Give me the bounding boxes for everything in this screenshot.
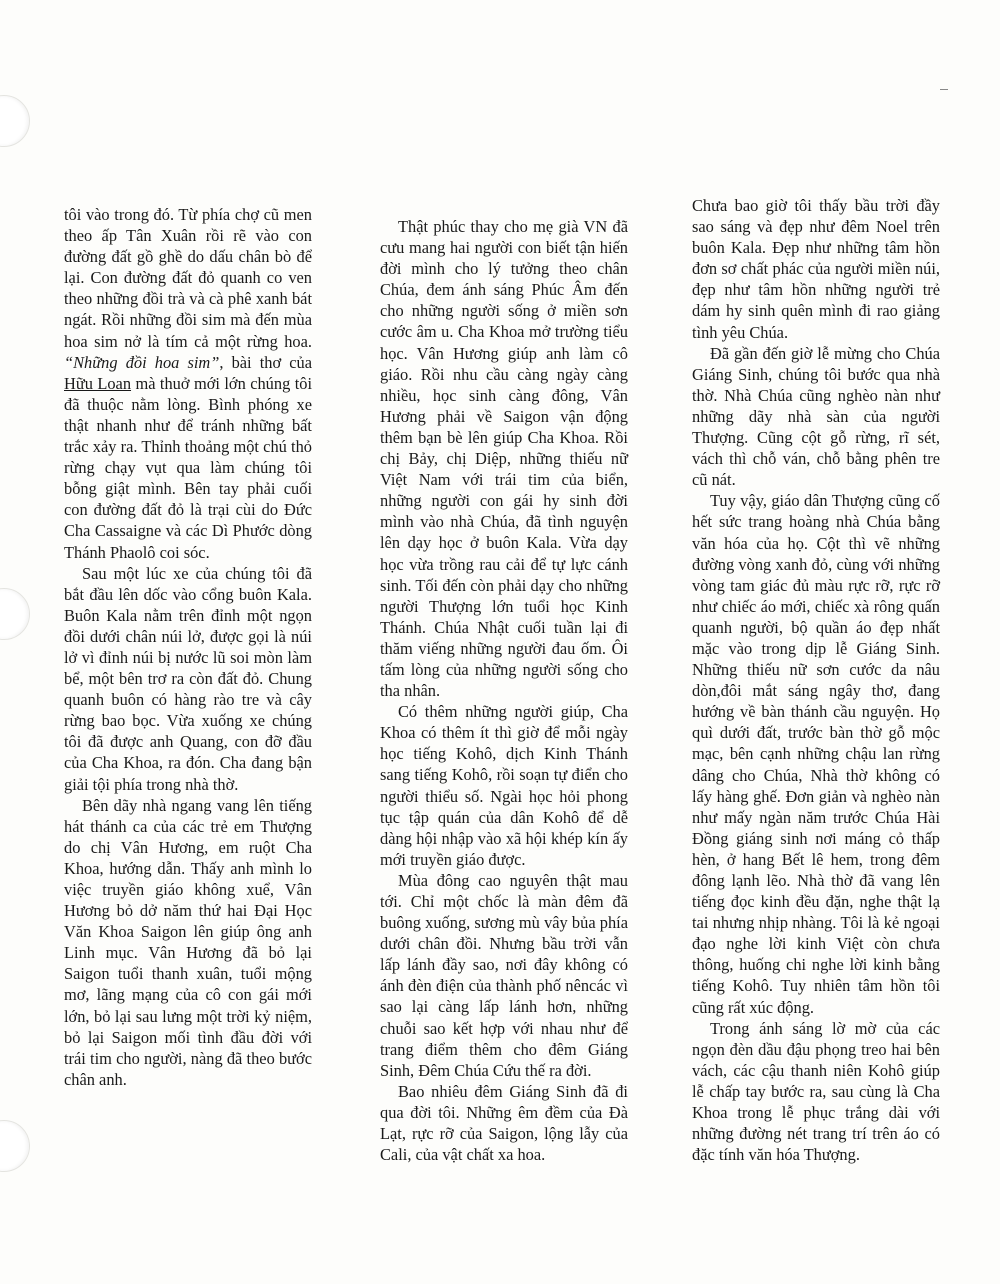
poem-title: “Những đồi hoa sim” — [64, 352, 220, 372]
paragraph — [692, 343, 940, 491]
paragraph — [64, 563, 312, 795]
punch-hole-bottom — [0, 1120, 30, 1172]
paragraph-text: Bao nhiêu đêm Giáng Sinh đã đi qua đời tôi. Những êm đềm của Đà Lạt, rực rỡ của Saigon, lộng lẫy của Cali, của vật chất xa hoa. — [380, 1081, 628, 1165]
article-column-3 — [692, 195, 940, 1165]
paragraph-text: Sau một lúc xe của chúng tôi đã bắt đầu lên dốc vào cổng buôn Kala. Buôn Kala nằm trên đỉnh một ngọn đồi dưới chân núi lở, được gọi là núi lở vì đỉnh núi bị nước lũ soi mòn làm bể, một bên trơ ra còn đất đỏ. Chung quanh buôn có hàng rào tre và cây rừng bao bọc. Vừa xuống xe chúng tôi đã được anh Quang, con đỡ đầu của Cha Khoa, ra đón. Cha đang bận giải tội phía trong nhà thờ. — [64, 563, 312, 794]
paragraph — [64, 795, 312, 1090]
punch-hole-middle — [0, 588, 30, 640]
paragraph-text: Chưa bao giờ tôi thấy bầu trời đầy sao sáng và đẹp như đêm Noel trên buôn Kala. Đẹp như những tâm hồn đơn sơ chất phác của người miền núi, đẹp như tâm hồn những người trẻ dám hy sinh quên mình đi rao giảng tình yêu Chúa. — [692, 196, 940, 342]
paragraph — [380, 701, 628, 870]
paragraph-text: Trong ánh sáng lờ mờ của các ngọn đèn dầu đậu phọng treo hai bên vách, các cậu thanh niên Kohô giúp lễ chấp tay bước ra, sau cùng là Cha Khoa trong lễ phục trắng dài với những đường nét trang trí trên áo có đặc tính văn hóa Thượng. — [692, 1018, 940, 1165]
poet-name: Hữu Loan — [64, 373, 132, 393]
paragraph — [64, 204, 312, 563]
article-column-1 — [64, 204, 312, 1090]
paragraph — [692, 1018, 940, 1166]
paragraph — [380, 1081, 628, 1165]
paragraph — [692, 490, 940, 1017]
paragraph-text: , bài thơ của — [219, 352, 312, 372]
paragraph-text: Bên dãy nhà ngang vang lên tiếng hát thánh ca của các trẻ em Thượng do chị Vân Hương, em ruột Cha Khoa, hướng dẫn. Thấy anh mình lo việc truyền giáo không xuể, Vân Hương bỏ dở năm thứ hai Đại Học Văn Khoa Saigon lên giúp ông anh Linh mục. Vân Hương đã bỏ lại Saigon tuổi thanh xuân, tuổi mộng mơ, lãng mạng của cô con gái mới lớn, bỏ lại sau lưng một trời kỷ niệm, bỏ lại Saigon mối tình đầu đời với trái tim cho người, nàng đã theo bước chân anh. — [64, 795, 312, 1089]
margin-mark — [940, 89, 948, 90]
paragraph-text: Thật phúc thay cho mẹ già VN đã cưu mang hai người con biết tận hiến đời mình cho lý tưởng theo chân Chúa, đem ánh sáng Phúc Âm đến cho những người sống ở miền sơn cước âm u. Cha Khoa mở trường tiểu học. Vân Hương giúp anh làm cô giáo. Rồi nhu cầu càng ngày càng nhiều, học sinh càng đông, Vân Hương phải về Saigon vận động thêm bạn bè lên giúp Cha Khoa. Rồi chị Bảy, chị Diệp, những thiếu nữ Việt Nam với trái tim của biển, những người con gái hy sinh đời mình vào nhà Chúa, đã tình nguyện lên dạy học ở buôn Kala. Vừa dạy học vừa trồng rau cải để tự lực cánh sinh. Tối đến còn phải dạy cho những người Thượng lớn tuổi học Kinh Thánh. Chúa Nhật cuối tuần lại đi thăm viếng những người đau ốm. Ôi tấm lòng của những người sống cho tha nhân. — [380, 217, 628, 701]
paragraph-text: Tuy vậy, giáo dân Thượng cũng cố hết sức trang hoàng nhà Chúa bằng văn hóa của họ. Cột thì vẽ những đường vòng xanh đỏ, cùng với những vòng tam giác đủ màu rực rỡ, rực rỡ như chiếc áo mới, chiếc xà rông quấn quanh người, bộ quần áo đẹp nhất mặc vào trong dịp lễ Giáng Sinh. Những thiếu nữ sơn cước da nâu dòn,đôi mắt sáng ngây thơ, đang hướng về bàn thánh cầu nguyện. Họ quì dưới đất, trước bàn thờ gỗ mộc mạc, bên cạnh những chậu lan rừng dâng cho Chúa, Nhà thờ không có lấy hàng ghế. Đơn giản và nghèo nàn như mấy ngàn năm trước Chúa Hài Đồng giáng sinh nơi máng cỏ thấp hèn, ở hang Bết lê hem, trong đêm đông lạnh lẽo. Nhà thờ đã vang lên tiếng đọc kinh đều đặn, nghe thật lạ tai nhưng nhịp nhàng. Tôi là kẻ ngoại đạo nghe lời kinh Việt còn chưa thông, huống chi nghe lời kinh bằng tiếng Kohô. Tuy nhiên tâm hồn tôi cũng rất xúc động. — [692, 491, 940, 1017]
article-column-2 — [380, 216, 628, 1165]
paragraph — [692, 195, 940, 343]
paragraph-text: Có thêm những người giúp, Cha Khoa có thêm ít thì giờ để mỗi ngày học tiếng Kohô, dịch Kinh Thánh sang tiếng Kohô, rồi soạn tự điển cho người thiểu số. Ngài học hỏi phong tục tập quán của dân Kohô để dễ dàng hội nhập vào xã hội khép kín ấy mới truyền giáo được. — [380, 702, 628, 869]
paragraph — [380, 870, 628, 1081]
paragraph-text: Đã gần đến giờ lễ mừng cho Chúa Giáng Sinh, chúng tôi bước qua nhà thờ. Nhà Chúa cũng nghèo nàn như những dãy nhà sàn của người Thượng. Cũng cột gỗ rừng, rĩ sét, vách thì chỗ ván, chỗ bằng phên tre cũ nát. — [692, 343, 940, 490]
paragraph-text: Mùa đông cao nguyên thật mau tới. Chỉ một chốc là màn đêm đã buông xuống, sương mù vây bủa phía dưới chân đồi. Nhưng bầu trời vẫn lấp lánh đầy sao, nơi đây không có ánh đèn điện của thành phố nêncác vì sao lại càng lấp lánh hơn, những chuỗi sao kết hợp với nhau như để trang điểm thêm cho đêm Giáng Sinh, Đêm Chúa Cứu thế ra đời. — [380, 870, 628, 1080]
paragraph-text: mà thuở mới lớn chúng tôi đã thuộc nằm lòng. Bình phóng xe thật nhanh như để tránh những bất trắc xảy ra. Thỉnh thoảng một chú thỏ rừng chạy vụt qua làm chúng tôi bỗng giật mình. Bên tay phải cuối con đường đất đỏ là trại cùi do Đức Cha Cassaigne và các Dì Phước dòng Thánh Phaolô coi sóc. — [64, 373, 312, 562]
paragraph — [380, 216, 628, 701]
paragraph-text: tôi vào trong đó. Từ phía chợ cũ men theo ấp Tân Xuân rồi rẽ vào con đường đất gồ ghề do dấu chân bò để lại. Con đường đất đỏ quanh co ven theo những đồi trà và cà phê xanh bát ngát. Rồi những đồi sim mà đến mùa hoa sim nở là tím cả một rừng hoa. — [64, 205, 312, 351]
punch-hole-top — [0, 95, 30, 147]
